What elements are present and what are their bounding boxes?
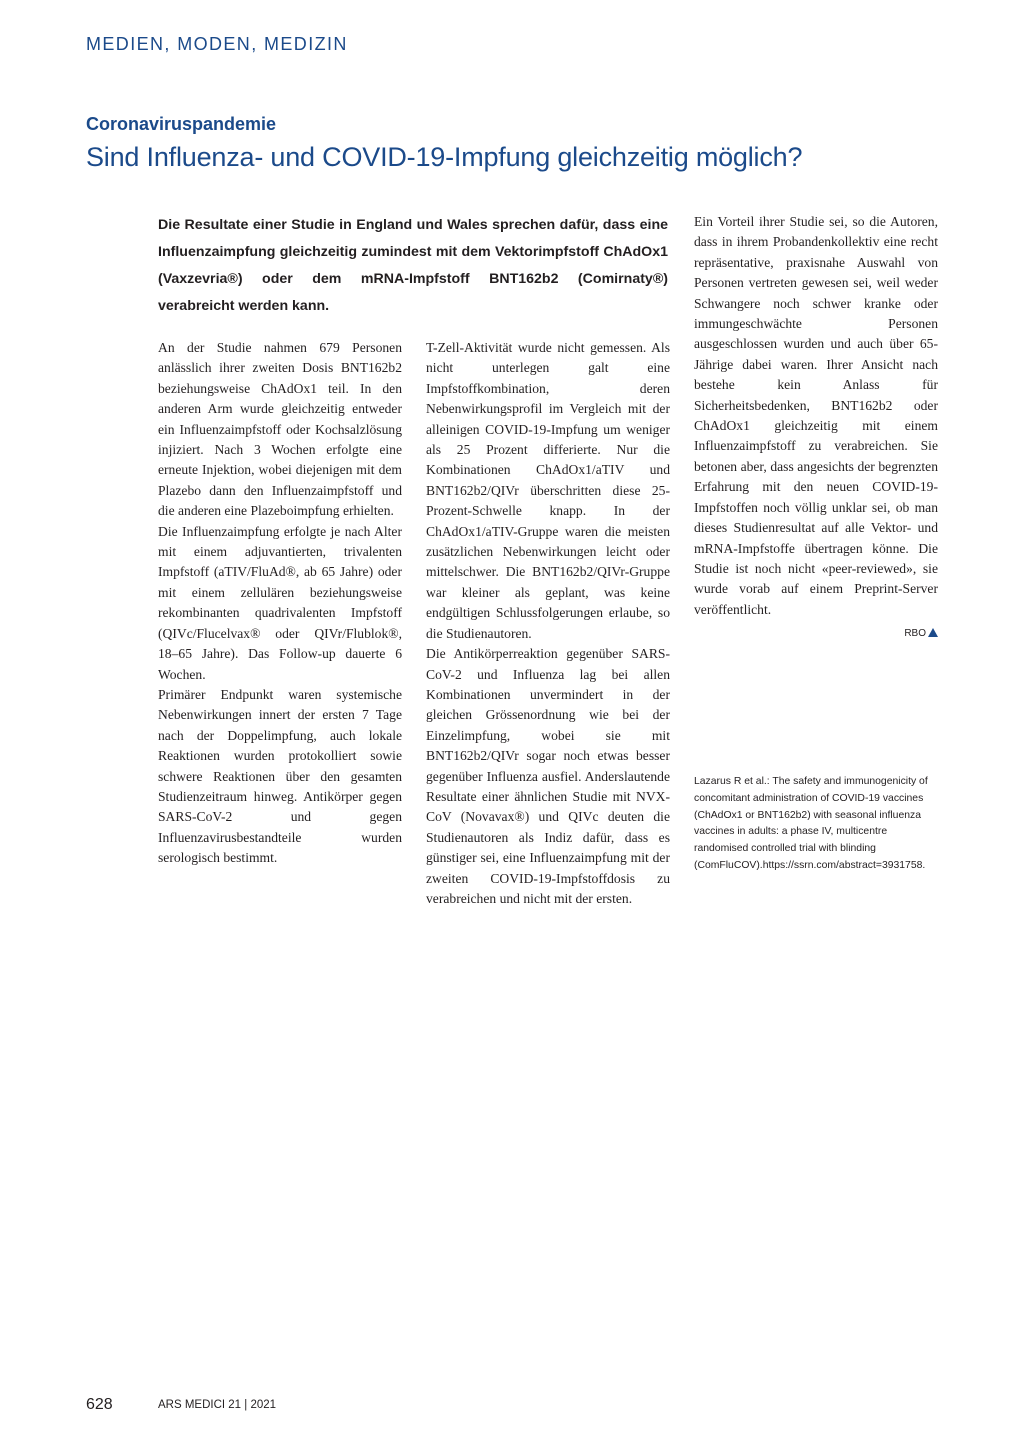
reference-citation: Lazarus R et al.: The safety and immunogenicity of concomitant administration of COVID-19 vaccines (ChAdOx1 or BNT162b2) with seasonal influenza vaccines in adults: a phase IV, multicentre randomised controlled trial with blinding (ComFluCOV).https://ssrn.com/abstract=3931758.: [694, 776, 928, 871]
paragraph: Ein Vorteil ihrer Studie sei, so die Autoren, dass in ihrem Probandenkollektiv eine recht repräsentative, praxisnahe Auswahl von Personen vertreten gewesen sei, weil weder Schwangere noch schwer kranke oder immungeschwächte Personen ausgeschlossen wurden und auch über 65-Jährige dabei waren. Ihrer Ansicht nach bestehe kein Anlass für Sicherheitsbedenken, BNT162b2 oder ChAdOx1 gleichzeitig mit einem Influenzaimpfstoff zu verabreichen. Sie betonen aber, dass angesichts der begrenzten Erfahrung mit den neuen COVID-19-Impfstoffen noch völlig unklar sei, ob man dieses Studienresultat auf alle Vektor- und mRNA-Impfstoffe übertragen könne. Die Studie ist noch nicht «peer-reviewed», sie wurde vorab auf einem Preprint-Server veröffentlicht.: [694, 214, 938, 617]
section-header: MEDIEN, MODEN, MEDIZIN: [86, 34, 348, 54]
paragraph: T-Zell-Aktivität wurde nicht gemessen. Als nicht unterlegen galt eine Impfstoffkombination, deren Nebenwirkungsprofil im Vergleich mit der alleinigen COVID-19-Impfung um weniger als 25 Prozent differierte. Nur die Kombinationen ChAdOx1/aTIV und BNT162b2/QIVr überschritten diese 25-Prozent-Schwelle knapp. In der ChAdOx1/aTIV-Gruppe waren die meisten zusätzlichen Nebenwirkungen leicht oder mittelschwer. Die BNT162b2/QIVr-Gruppe war kleiner als geplant, was keine endgültigen Schlussfolgerungen erlaube, so die Studienautoren.: [426, 340, 670, 641]
paragraph: Die Antikörperreaktion gegenüber SARS-CoV-2 und Influenza lag bei allen Kombinationen unvermindert in der gleichen Grössenordnung wie bei der Einzelimpfung, wobei sie mit BNT162b2/QIVr sogar noch etwas besser gegenüber Influenza ausfiel. Anderslautende Resultate einer ähnlichen Studie mit NVX-CoV (Novavax®) und QIVc deuten die Studienautoren als Indiz dafür, dass es günstiger sei, eine Influenzaimpfung mit der zweiten COVID-19-Impfstoffdosis zu verabreichen und nicht mit der ersten.: [426, 646, 670, 906]
article-kicker: Coronaviruspandemie: [86, 114, 277, 134]
paragraph: An der Studie nahmen 679 Personen anlässlich ihrer zweiten Dosis BNT162b2 beziehungsweise ChAdOx1 teil. In den anderen Arm wurde gleichzeitig entweder ein Influenzaimpfstoff oder Kochsalzlösung injiziert. Nach 3 Wochen erfolgte eine erneute Injektion, wobei diejenigen mit dem Plazebo dann den Influenzaimpfstoff und die anderen eine Plazeboimpfung erhielten.: [158, 340, 402, 519]
paragraph: Die Influenzaimpfung erfolgte je nach Alter mit einem adjuvantierten, trivalenten Impfstoff (aTIV/FluAd®, ab 65 Jahre) oder mit einem zellulären beziehungsweise rekombinanten quadrivalenten Impfstoff (QIVc/Flucelvax® oder QIVr/Flublok®, 18–65 Jahre). Das Follow-up dauerte 6 Wochen.: [158, 523, 402, 682]
body-column-3: [694, 212, 938, 645]
page-number: 628: [86, 1396, 113, 1413]
article-lead: Die Resultate einer Studie in England und Wales sprechen dafür, dass eine Influenzaimpfung gleichzeitig zumindest mit dem Vektorimpfstoff ChAdOx1 (Vaxzevria®) oder dem mRNA-Impfstoff BNT162b2 (Comirnaty®) verabreicht werden kann.: [158, 217, 668, 314]
paragraph: Primärer Endpunkt waren systemische Nebenwirkungen innert der ersten 7 Tage nach der Doppelimpfung, auch lokale Reaktionen wurden protokolliert sowie schwere Reaktionen über den gesamten Studienzeitraum hinweg. Antikörper gegen SARS-CoV-2 und gegen Influenzavirusbestandteile wurden serologisch bestimmt.: [158, 686, 402, 866]
body-column-1: [158, 338, 402, 869]
signoff-initials: RBO: [904, 628, 926, 640]
body-column-2: [426, 338, 670, 909]
journal-name: ARS MEDICI 21 | 2021: [158, 1399, 277, 1411]
author-signoff: [904, 624, 938, 644]
triangle-icon: [928, 628, 938, 637]
article-title: Sind Influenza- und COVID-19-Impfung gleichzeitig möglich?: [86, 142, 803, 172]
